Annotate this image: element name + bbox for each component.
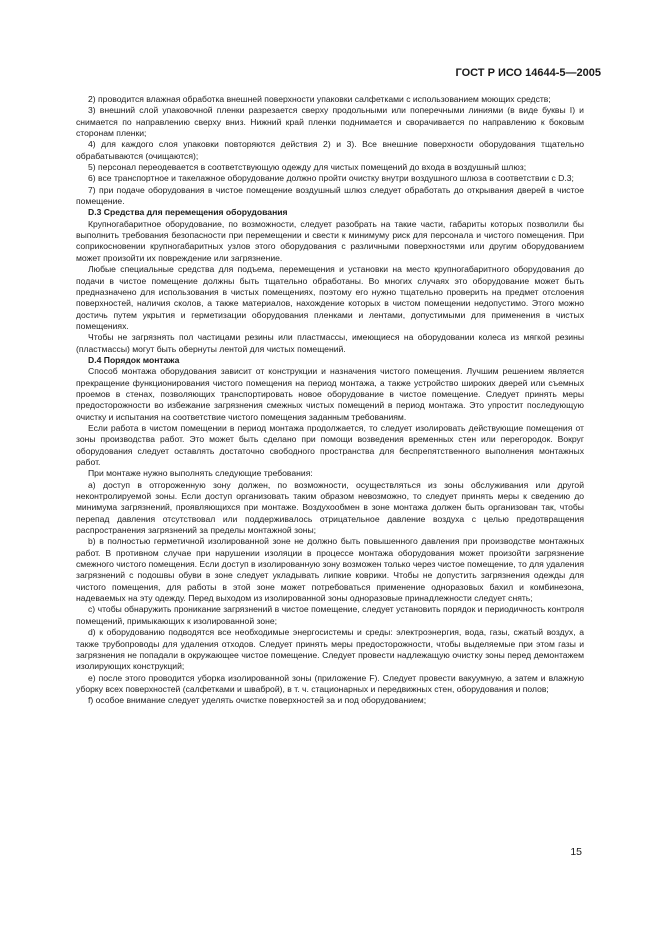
paragraph: Если работа в чистом помещении в период монтажа продолжается, то следует изолировать действующие помещения от зоны производства работ. Это может быть сделано при помощи возведения временных стен или перегородок. Вокруг оборудования следует оставлять достаточно свободного пространства для беспрепятственного выполнения монтажных работ. bbox=[76, 422, 584, 467]
standard-header: ГОСТ Р ИСО 14644-5—2005 bbox=[455, 67, 601, 79]
list-item: f) особое внимание следует уделять очистке поверхностей за и под оборудованием; bbox=[88, 695, 427, 706]
list-item: d) к оборудованию подводятся все необходимые энергосистемы и среды: электроэнергия, вода, газы, сжатый воздух, а также трубопроводы для удаления отходов. Следует принять меры предосторожности, чтобы выделяемые при этом газы и загрязнения не попадали в окружающее чистое помещение. Следует провести надлежащую очистку зоны перед демонтажем изолирующих конструкций; bbox=[76, 627, 584, 672]
paragraph: Чтобы не загрязнять пол частицами резины или пластмассы, имеющиеся на оборудовании колеса из мягкой резины (пластмассы) могут быть обернуты лентой для чистых помещений. bbox=[76, 332, 584, 354]
section-heading: D.3 Средства для перемещения оборудования bbox=[88, 207, 288, 218]
paragraph: 4) для каждого слоя упаковки повторяются действия 2) и 3). Все внешние поверхности оборудования тщательно обрабатываются (очищаются); bbox=[76, 139, 584, 161]
list-item: с) чтобы обнаружить проникание загрязнений в чистое помещение, следует установить порядок и периодичность контроля помещений, примыкающих к изолированной зоне; bbox=[76, 604, 584, 626]
paragraph: Способ монтажа оборудования зависит от конструкции и назначения чистого помещения. Лучшим решением является прекращение функционирования чистого помещения на период монтажа, а также устройство широких дверей или съемных проемов в стенах, позволяющих транспортировать новое оборудование в чистое помещение. Следует принять меры предосторожности во избежание загрязнения смежных чистых помещений в период монтажа. Это упростит последующую очистку и испытания на соответствие чистого помещения заданным требованиям. bbox=[76, 366, 584, 422]
paragraph: При монтаже нужно выполнять следующие требования: bbox=[88, 468, 313, 479]
page-number: 15 bbox=[570, 846, 582, 858]
section-heading: D.4 Порядок монтажа bbox=[88, 354, 180, 365]
list-item: e) после этого проводится уборка изолированной зоны (приложение F). Следует провести вакуумную, а затем и влажную уборку всех поверхностей (салфетками и шваброй), в т. ч. стационарных и передвижных стен, оборудования и полов; bbox=[76, 672, 584, 694]
paragraph: 6) все транспортное и такелажное оборудование должно пройти очистку внутри воздушного шлюза в соответствии с D.3; bbox=[88, 173, 574, 184]
paragraph: 7) при подаче оборудования в чистое помещение воздушный шлюз следует обработать до открывания дверей в чистое помещение. bbox=[76, 184, 584, 207]
paragraph: 5) персонал переодевается в соответствующую одежду для чистых помещений до входа в воздушный шлюз; bbox=[88, 162, 527, 173]
paragraph: Крупногабаритное оборудование, по возможности, следует разобрать на такие части, габариты которых позволили бы выполнить требования безопасности при перемещении и свести к минимуму риск для персонала и чистого помещения. При соприкосновении крупногабаритных узлов этого оборудования с различными поверхностями или другим оборудованием может произойти их повреждение или загрязнение. bbox=[76, 218, 584, 263]
paragraph: 2) проводится влажная обработка внешней поверхности упаковки салфетками с использованием моющих средств; bbox=[88, 94, 551, 104]
list-item: а) доступ в отгороженную зону должен, по возможности, осуществляться из зоны обслуживания или другой неконтролируемой зоны. Если доступ организовать таким образом невозможно, то следует принять меры к сведению до минимума загрязнений, проявляющихся при монтаже. Воздухообмен в зоне монтажа должен быть организован так, чтобы перепад давления отсутствовал или поддерживалось отрицательное давление воздуха с целью предотвращения распространения загрязнений за пределы монтажной зоны; bbox=[76, 479, 584, 536]
body-text bbox=[76, 94, 584, 707]
paragraph: Любые специальные средства для подъема, перемещения и установки на место крупногабаритного оборудования до подачи в чистое помещение должны быть тщательно обработаны. Во многих случаях это оборудование может быть предназначено для использования в чистых помещениях, поэтому его нужно тщательно проверить на предмет отслоения поверхностей, наличия сколов, а также материалов, нахождение которых в чистом помещении недопустимо. Этого можно достичь путем укрытия и герметизации оборудования пленками и лентами, допустимыми для применения в чистых помещениях. bbox=[76, 264, 584, 331]
list-item: b) в полностью герметичной изолированной зоне не должно быть повышенного давления при производстве монтажных работ. В противном случае при нарушении изоляции в процессе монтажа оборудования может произойти загрязнение смежного чистого помещения. Если доступ в изолированную зону возможен только через чистое помещение, то для удаления загрязнений с подошвы обуви в зоне следует укладывать липкие коврики. Чтобы не допустить загрязнения одежды для чистого помещения, для работы в этой зоне может потребоваться применение одноразовых бахил и комбинезона, надеваемых на эту одежду. Перед выходом из изолированной зоны одноразовые принадлежности следует снять; bbox=[76, 536, 584, 604]
paragraph: 3) внешний слой упаковочной пленки разрезается сверху продольными или поперечными линиями (в виде буквы I) и снимается по направлению сверху вниз. Нижний край пленки поднимается и сворачивается по направлению к боковым сторонам пленки; bbox=[76, 105, 584, 139]
